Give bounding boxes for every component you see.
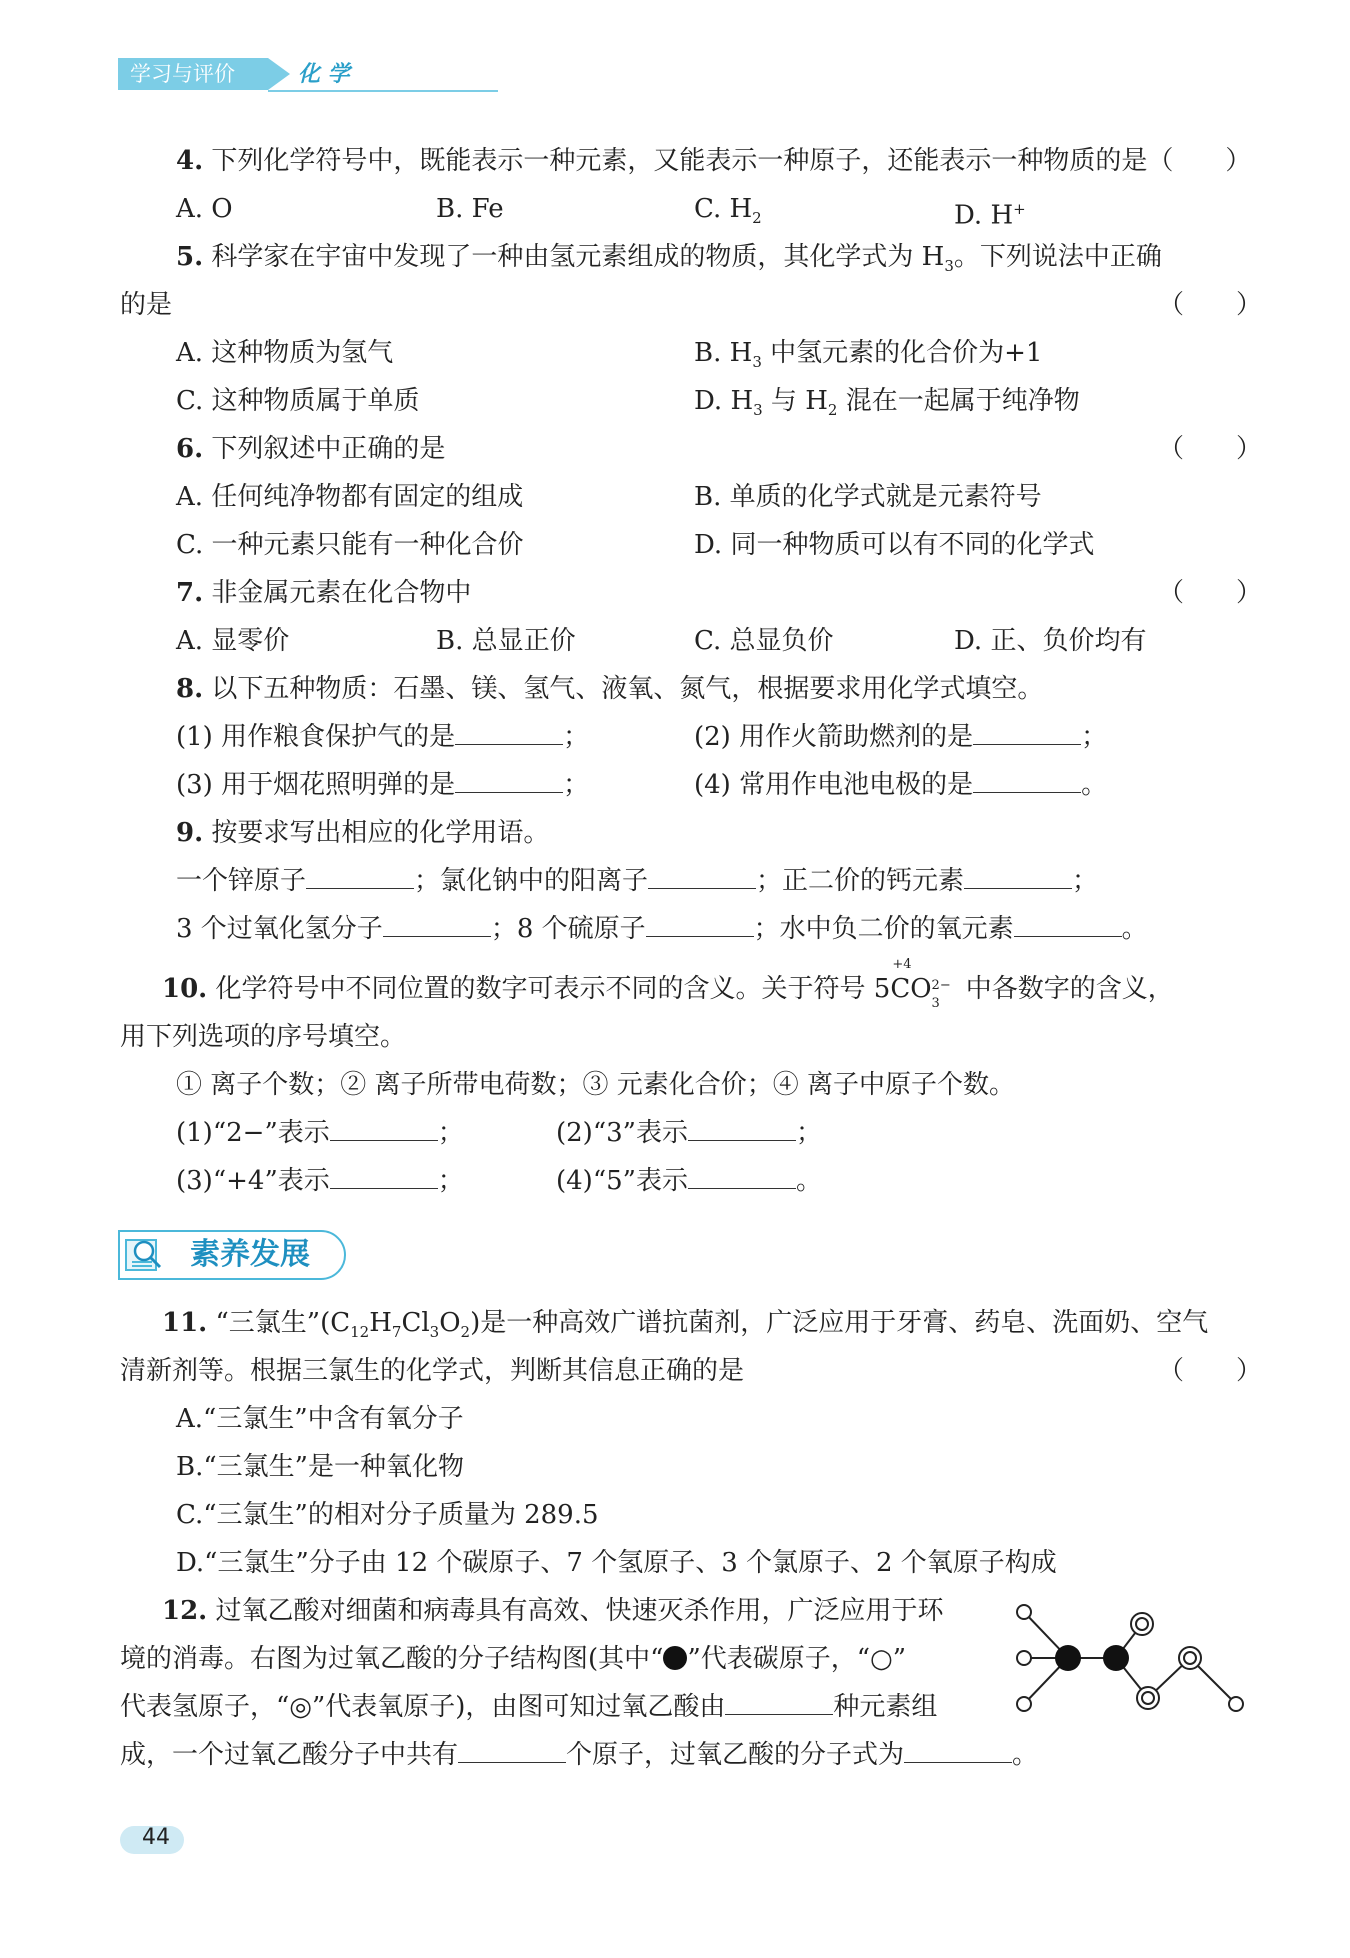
q10-blank1[interactable] — [330, 1116, 438, 1141]
q4-number: 4. — [176, 146, 204, 176]
header-underline — [268, 90, 498, 92]
page-number-text: 44 — [142, 1825, 170, 1850]
q8-stem: 8. 以下五种物质：石墨、镁、氢气、液氧、氮气，根据要求用化学式填空。 — [176, 674, 1044, 704]
q6-option-d: D. 同一种物质可以有不同的化学式 — [694, 530, 1095, 560]
page-number — [120, 1818, 184, 1858]
q9-stem: 9. 按要求写出相应的化学用语。 — [176, 818, 550, 848]
q5-option-b: B. $H_3$ 中氢元素的化合价为+1 — [694, 338, 1043, 372]
q9-blank4[interactable] — [383, 912, 491, 937]
carbon-atom — [1055, 1645, 1081, 1671]
q10-blank3[interactable] — [330, 1164, 438, 1189]
q5-answer-paren: （ ） — [1158, 290, 1263, 320]
q9-blank3[interactable] — [964, 864, 1072, 889]
q10-part4: (4)“5”表示 。 — [556, 1166, 822, 1196]
q10-blank2[interactable] — [688, 1116, 796, 1141]
q7-answer-paren: （ ） — [1158, 578, 1263, 608]
q8-blank2[interactable] — [973, 720, 1081, 745]
carbon-atom-icon — [663, 1646, 687, 1670]
q7-option-d: D. 正、负价均有 — [954, 626, 1147, 656]
peracetic-acid-structure-diagram — [1010, 1600, 1260, 1730]
q7-stem: 7. 非金属元素在化合物中 — [176, 578, 472, 608]
q4-option-d: D. H+ — [954, 200, 1026, 231]
q8-part1: (1) 用作粮食保护气的是 ； — [176, 722, 590, 752]
hydrogen-atom — [1017, 1697, 1031, 1711]
q4-text: 下列化学符号中，既能表示一种元素，又能表示一种原子，还能表示一种物质的是（ ） — [211, 146, 1252, 176]
q4-option-a: A. O — [176, 194, 233, 224]
magnifier-document-icon — [124, 1236, 170, 1274]
hydrogen-atom — [1229, 1697, 1243, 1711]
q12-line3: 代表氢原子，“◎”代表氧原子)，由图可知过氧乙酸由 种元素组 — [120, 1692, 938, 1722]
q10-symbol: +4 C — [890, 957, 912, 1004]
q6-option-b: B. 单质的化学式就是元素符号 — [694, 482, 1042, 512]
q6-answer-paren: （ ） — [1158, 434, 1263, 464]
q7-option-b: B. 总显正价 — [436, 626, 576, 656]
q4-stem — [176, 144, 1251, 178]
q11-option-c: C.“三氯生”的相对分子质量为 289.5 — [176, 1500, 599, 1530]
q11-option-b: B.“三氯生”是一种氧化物 — [176, 1452, 464, 1482]
q10-part1: (1)“2−”表示 ； — [176, 1118, 464, 1148]
q4-option-c: C. $H_2$ — [694, 194, 762, 228]
q4-option-b: B. Fe — [436, 194, 504, 224]
q11-option-d: D.“三氯生”分子由 12 个碳原子、7 个氢原子、3 个氯原子、2 个氧原子构成 — [176, 1548, 1057, 1578]
q12-line2: 境的消毒。右图为过氧乙酸的分子结构图(其中“ ”代表碳原子，“○” — [120, 1644, 907, 1674]
oxygen-atom — [1179, 1647, 1201, 1669]
q10-stem-cont: 用下列选项的序号填空。 — [120, 1022, 407, 1052]
q6-option-a: A. 任何纯净物都有固定的组成 — [176, 482, 524, 512]
oxygen-atom — [1137, 1687, 1159, 1709]
q9-blank5[interactable] — [646, 912, 754, 937]
oxygen-atom — [1131, 1613, 1153, 1635]
q5-option-c: C. 这种物质属于单质 — [176, 386, 420, 416]
q9-blank6[interactable] — [1014, 912, 1122, 937]
q9-line2: 3 个过氧化氢分子 ；8 个硫原子 ；水中负二价的氧元素 。 — [176, 914, 1148, 944]
q7-option-a: A. 显零价 — [176, 626, 290, 656]
q8-part2: (2) 用作火箭助燃剂的是 ； — [694, 722, 1108, 752]
q10-stem: 10. 化学符号中不同位置的数字可表示不同的含义。关于符号 5 +4 CO 2− 3 中各数字的含义， — [162, 957, 1174, 1011]
q10-part2: (2)“3”表示 ； — [556, 1118, 822, 1148]
carbon-atom — [1103, 1645, 1129, 1671]
q12-stem: 12. 过氧乙酸对细菌和病毒具有高效、快速灭杀作用，广泛应用于环 — [162, 1596, 944, 1626]
q8-blank3[interactable] — [455, 768, 563, 793]
q11-answer-paren: （ ） — [1158, 1356, 1263, 1386]
section-title: 素养发展 — [190, 1237, 310, 1272]
section-header — [118, 1230, 346, 1282]
q11-stem-cont: 清新剂等。根据三氯生的化学式，判断其信息正确的是 — [120, 1356, 745, 1386]
q11-option-a: A.“三氯生”中含有氧分子 — [176, 1404, 464, 1434]
q8-part4: (4) 常用作电池电极的是 。 — [694, 770, 1108, 800]
q10-blank4[interactable] — [688, 1164, 796, 1189]
header-arrow — [268, 58, 290, 90]
q9-blank1[interactable] — [306, 864, 414, 889]
q8-blank4[interactable] — [973, 768, 1081, 793]
q11-stem: 11. “三氯生$”(C_{12}H_7Cl_3O_2)$是一种高效广谱抗菌剂，广泛应用于牙膏、药皂、洗面奶、空气 — [162, 1308, 1209, 1342]
q10-part3: (3)“+4”表示 ； — [176, 1166, 464, 1196]
q9-blank2[interactable] — [648, 864, 756, 889]
hydrogen-atom — [1017, 1651, 1031, 1665]
q5-option-d: D. $H_3$ 与 $H_2$ 混在一起属于纯净物 — [694, 386, 1080, 420]
q7-option-c: C. 总显负价 — [694, 626, 834, 656]
q12-blank2[interactable] — [458, 1738, 566, 1763]
page-header — [118, 58, 378, 94]
q6-option-c: C. 一种元素只能有一种化合价 — [176, 530, 524, 560]
q5-stem: 5. 科学家在宇宙中发现了一种由氢元素组成的物质，其化学式为 $H_3$。下列说法中正确 — [176, 242, 1162, 276]
q8-part3: (3) 用于烟花照明弹的是 ； — [176, 770, 590, 800]
hydrogen-atom — [1017, 1605, 1031, 1619]
q6-stem: 6. 下列叙述中正确的是 — [176, 434, 446, 464]
header-subject: 化 学 — [298, 61, 350, 87]
q12-blank1[interactable] — [725, 1690, 833, 1715]
q9-line1: 一个锌原子 ；氯化钠中的阳离子 ；正二价的钙元素 ； — [176, 866, 1099, 896]
q12-line4: 成，一个过氧乙酸分子中共有 个原子，过氧乙酸的分子式为 。 — [120, 1740, 1039, 1770]
q5-stem-cont: 的是 — [120, 290, 173, 320]
q10-options: ① 离子个数；② 离子所带电荷数；③ 元素化合价；④ 离子中原子个数。 — [176, 1070, 1016, 1100]
q12-blank3[interactable] — [904, 1738, 1012, 1763]
q8-blank1[interactable] — [455, 720, 563, 745]
header-tab: 学习与评价 — [118, 58, 268, 90]
q5-option-a: A. 这种物质为氢气 — [176, 338, 394, 368]
